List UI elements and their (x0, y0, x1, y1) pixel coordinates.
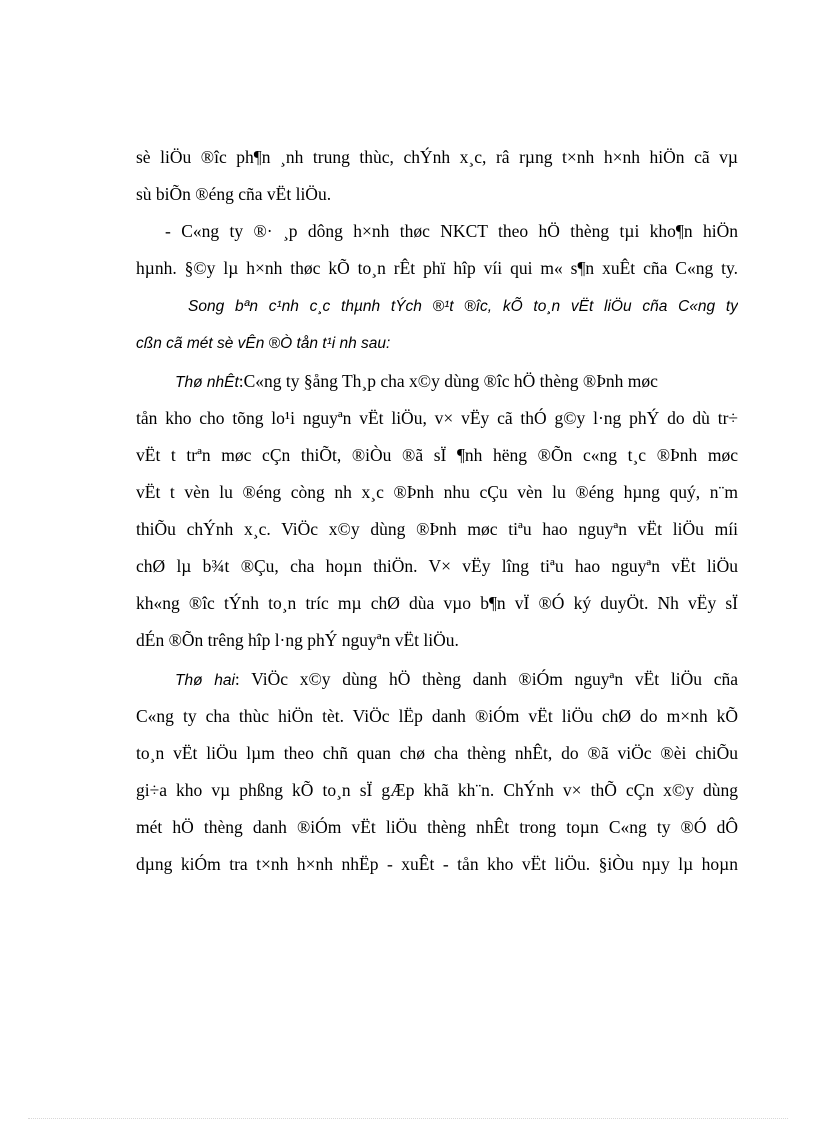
text-line-18: gi÷a kho vµ phßng kÕ to¸n sÏ gÆp khã kh¨n. ChÝnh v× thÕ cÇn x©y dùng (136, 780, 738, 800)
text-line-12: chØ lµ b¾t ®Çu, cha hoµn thiÖn. V× vËy lîng tiªu hao nguyªn vËt liÖu (136, 556, 738, 576)
text-line-1: sè liÖu ®îc ph¶n ¸nh trung thùc, chÝnh x¸c, râ rµng t×nh h×nh hiÖn cã vµ (136, 147, 738, 167)
text-line-11: thiÕu chÝnh x¸c. ViÖc x©y dùng ®Þnh møc tiªu hao nguyªn vËt liÖu míi (136, 519, 738, 539)
text-line-13: kh«ng ®îc tÝnh to¸n tríc mµ chØ dùa vµo b¶n vÏ ®Ó ký duyÖt. Nh vËy sÏ (136, 593, 738, 613)
paragraph-first-lead (175, 370, 738, 394)
label-first: Thø nhÊt (175, 374, 239, 391)
text-line-17: to¸n vËt liÖu lµm theo chñ quan chø cha thèng nhÊt, do ®ã viÖc ®èi chiÕu (136, 743, 738, 763)
text-line-16: C«ng ty cha thùc hiÖn tèt. ViÖc lËp danh ®iÓm vËt liÖu chØ do m×nh kÕ (136, 706, 738, 726)
text-line-8: tån kho cho tõng lo¹i nguyªn vËt liÖu, v× vËy cã thÓ g©y l·ng phÝ do dù tr÷ (136, 408, 738, 428)
text-line-19: mét hÖ thèng danh ®iÓm vËt liÖu thèng nhÊt trong toµn C«ng ty ®Ó dÔ (136, 817, 738, 837)
text-line-3: - C«ng ty ®· ¸p dông h×nh thøc NKCT theo hÖ thèng tµi kho¶n hiÖn (165, 221, 738, 241)
page-bottom-divider (28, 1118, 788, 1119)
text-line-10: vËt t vèn lu ®éng còng nh x¸c ®Þnh nhu cÇu vèn lu ®éng hµng quý, n¨m (136, 482, 738, 502)
text-line-6: cßn cã mét sè vÊn ®Ò tån t¹i nh sau: (136, 335, 391, 352)
text-line-14: dÉn ®Õn trêng hîp l·ng phÝ nguyªn vËt liÖu. (136, 630, 459, 650)
label-first-sep: : (238, 371, 244, 391)
label-second-sep: : (234, 669, 240, 689)
text-line-9: vËt t trªn møc cÇn thiÕt, ®iÒu ®ã sÏ ¶nh hëng ®Õn c«ng t¸c ®Þnh møc (136, 445, 738, 465)
label-second: Thø hai (175, 672, 235, 689)
text-line-7: C«ng ty §ång Th¸p cha x©y dùng ®îc hÖ thèng ®Þnh møc (243, 371, 658, 391)
text-line-2: sù biÕn ®éng cña vËt liÖu. (136, 184, 332, 204)
paragraph-second-lead (175, 668, 738, 692)
text-line-5: Song bªn c¹nh c¸c thµnh tÝch ®¹t ®îc, kÕ to¸n vËt liÖu cña C«ng ty (188, 298, 738, 315)
text-line-20: dµng kiÓm tra t×nh h×nh nhËp - xuÊt - tån kho vËt liÖu. §iÒu nµy lµ hoµn (136, 854, 738, 874)
text-line-4: hµnh. §©y lµ h×nh thøc kÕ to¸n rÊt phï hîp víi qui m« s¶n xuÊt cña C«ng ty. (136, 258, 738, 278)
text-line-15: ViÖc x©y dùng hÖ thèng danh ®iÓm nguyªn vËt liÖu cña (251, 669, 738, 689)
